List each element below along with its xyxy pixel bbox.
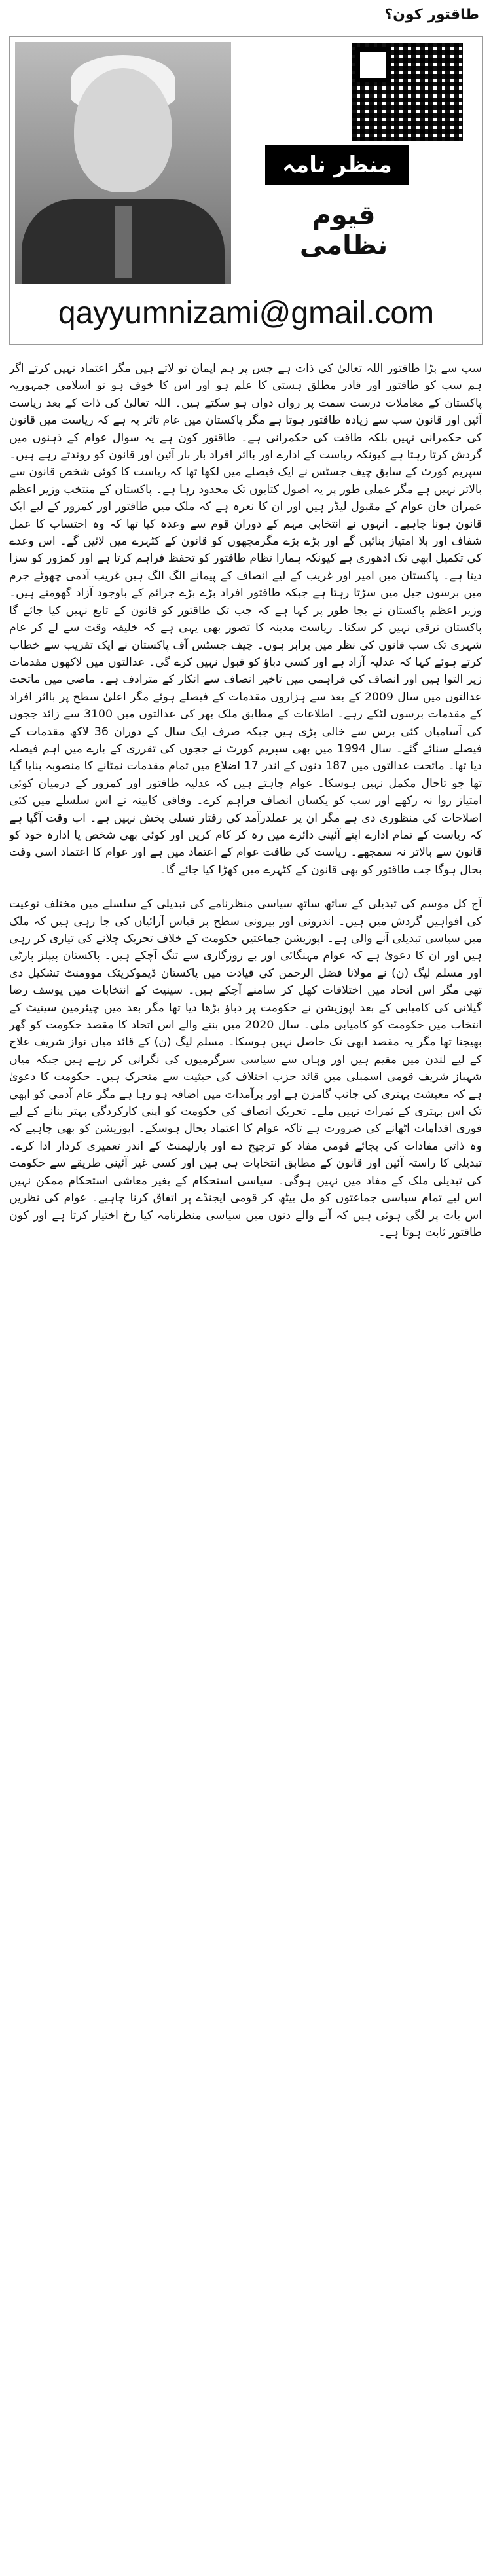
author-name: قیوم نظامی (299, 200, 388, 261)
author-email[interactable]: qayyumnizami@gmail.com (58, 296, 435, 331)
column-name-badge: منظر نامہ (265, 145, 409, 185)
author-photo (15, 42, 231, 284)
column-header (9, 36, 483, 345)
article-body (9, 360, 482, 1241)
article-headline: طاقتور کون؟ (384, 7, 479, 23)
article-paragraph: سب سے بڑا طاقتور اللہ تعالیٰ کی ذات ہے جس پر ہم ایمان تو لاتے ہیں مگر اعتماد نہیں کرتے اگر ہم سب کو طاقتور اور قادر مطلق ہستی کا علم ہو اور اس کا خوف ہو تو اسلامی جمہوریہ پاکستان کے معاملات درست سمت پر رواں دواں ہو سکتے ہیں۔ اللہ تعالیٰ کی ذات کے بعد ریاست آئین اور قانون سب سے زیادہ طاقتور ہوتا ہے مگر پاکستان میں عام تاثر یہ ہے کہ ریاست میں قانون کی حکمرانی نہیں بلکہ طاقت کی حکمرانی ہے۔ طاقتور کون ہے یہ سوال عوام کے ذہنوں میں گردش کرتا رہتا ہے کیونکہ ریاست کے ادارے اور بااثر افراد بار بار آئین اور قانون کو روندتے رہے ہیں۔ سپریم کورٹ کے سابق چیف جسٹس نے ایک فیصلے میں لکھا تھا کہ ریاست کا کوئی شخص قانون سے بالاتر نہیں ہے مگر عملی طور پر یہ اصول کتابوں تک محدود رہا ہے۔ پاکستان کے منتخب وزیر اعظم عمران خان عوام کے مقبول لیڈر ہیں اور ان کا نعرہ ہے کہ ملک میں طاقتور اور کمزور کے لیے ایک قانون ہونا چاہیے۔ انہوں نے انتخابی مہم کے دوران قوم سے وعدہ کیا تھا کہ وہ احتساب کا عمل شفاف اور بلا امتیاز بنائیں گے اور بڑے بڑے مگرمچھوں کو قانون کے کٹہرے میں لائیں گے۔ اس وعدے کی تکمیل ابھی تک ادھوری ہے کیونکہ ہمارا نظام طاقتور کو تحفظ فراہم کرتا ہے اور کمزور کو سزا دیتا ہے۔ پاکستان میں امیر اور غریب کے لیے انصاف کے پیمانے الگ الگ ہیں غریب آدمی چھوٹے جرم میں برسوں جیل میں سڑتا رہتا ہے جبکہ طاقتور افراد بڑے بڑے جرائم کے باوجود آزاد گھومتے ہیں۔ وزیر اعظم پاکستان نے بجا طور پر کہا ہے کہ جب تک طاقتور کو قانون کے تابع نہیں کیا جائے گا پاکستان ترقی نہیں کر سکتا۔ ریاست مدینہ کا تصور بھی یہی ہے کہ خلیفہ وقت سے لے کر عام شہری تک سب قانون کی نظر میں برابر ہوں۔ چیف جسٹس آف پاکستان نے ایک تقریب سے خطاب کرتے ہوئے کہا کہ عدلیہ آزاد ہے اور کسی دباؤ کو قبول نہیں کرے گی۔ عدالتوں میں لاکھوں مقدمات زیر التوا ہیں اور انصاف کی فراہمی میں تاخیر انصاف سے انکار کے مترادف ہے۔ ماضی میں ماتحت عدالتوں میں سال 2009 کے بعد سے ہزاروں مقدمات کے فیصلے ہوئے مگر اعلیٰ سطح پر بااثر افراد کے مقدمات برسوں لٹکے رہے۔ اطلاعات کے مطابق ملک بھر کی عدالتوں میں 3100 سے زائد ججوں کی آسامیاں کئی برس سے خالی پڑی ہیں جبکہ صرف ایک سال کے دوران 36 لاکھ مقدمات کے فیصلے سنائے گئے۔ سال 1994 میں بھی سپریم کورٹ نے ججوں کی تقرری کے بارے میں اہم فیصلہ دیا تھا۔ ماتحت عدالتوں میں 187 دنوں کے اندر 17 اضلاع میں تمام مقدمات نمٹانے کا منصوبہ بنایا گیا تھا جو تاحال مکمل نہیں ہوسکا۔ عوام چاہتے ہیں کہ عدلیہ طاقتور اور کمزور کے درمیان کوئی امتیاز روا نہ رکھے اور سب کو یکساں انصاف فراہم کرے۔ وفاقی کابینہ نے اس سلسلے میں کئی اصلاحات کی منظوری دی ہے مگر ان پر عملدرآمد کی رفتار تسلی بخش نہیں ہے۔ اب وقت آگیا ہے کہ ریاست کے تمام ادارے اپنے آئینی دائرے میں رہ کر کام کریں اور کوئی بھی شخص یا ادارہ خود کو قانون سے بالاتر نہ سمجھے۔ ریاست کی طاقت عوام کے اعتماد میں ہے اور عوام کا اعتماد اسی وقت بحال ہوگا جب طاقتور کو بھی قانون کے کٹہرے میں کھڑا کیا جائے گا۔ (9, 362, 482, 877)
qr-code-icon (352, 43, 463, 141)
article-paragraph: آج کل موسم کی تبدیلی کے ساتھ ساتھ سیاسی منظرنامے کی تبدیلی کے سلسلے میں مختلف نوعیت کی افواہیں گردش میں ہیں۔ اندرونی اور بیرونی سطح پر قیاس آرائیاں کی جا رہی ہیں کہ ملک میں سیاسی تبدیلی آنے والی ہے۔ اپوزیشن جماعتیں حکومت کے خلاف تحریک چلانے کی تیاری کر رہی ہیں اور ان کا دعویٰ ہے کہ عوام مہنگائی اور بے روزگاری سے تنگ آچکے ہیں۔ پاکستان پیپلز پارٹی اور مسلم لیگ (ن) نے مولانا فضل الرحمن کی قیادت میں پاکستان ڈیموکریٹک موومنٹ تشکیل دی تھی مگر اس اتحاد میں اختلافات کھل کر سامنے آچکے ہیں۔ سینیٹ کے انتخابات میں یوسف رضا گیلانی کی کامیابی کے بعد اپوزیشن نے حکومت پر دباؤ بڑھا دیا تھا مگر بعد میں چیئرمین سینیٹ کے انتخاب میں حکومت کو کامیابی ملی۔ سال 2020 میں بننے والے اس اتحاد کا مقصد حکومت کو گھر بھیجنا تھا مگر یہ مقصد ابھی تک حاصل نہیں ہوسکا۔ مسلم لیگ (ن) کے قائد میاں نواز شریف علاج کے لیے لندن میں مقیم ہیں اور وہاں سے سیاسی سرگرمیوں کی نگرانی کر رہے ہیں جبکہ میاں شہباز شریف قومی اسمبلی میں قائد حزب اختلاف کی حیثیت سے متحرک ہیں۔ حکومت کا دعویٰ ہے کہ معیشت بہتری کی جانب گامزن ہے اور برآمدات میں اضافہ ہو رہا ہے مگر عام آدمی کو ابھی تک اس بہتری کے ثمرات نہیں ملے۔ تحریک انصاف کی حکومت کو اپنی کارکردگی بہتر بنانے کے لیے فوری اقدامات اٹھانے کی ضرورت ہے تاکہ عوام کا اعتماد بحال ہوسکے۔ اپوزیشن کو بھی چاہیے کہ وہ ذاتی مفادات کی بجائے قومی مفاد کو ترجیح دے اور پارلیمنٹ کے اندر تعمیری کردار ادا کرے۔ تبدیلی کا راستہ آئین اور قانون کے مطابق انتخابات ہی ہیں اور کسی غیر آئینی طریقے سے حکومت کی تبدیلی ملک کے مفاد میں نہیں ہوگی۔ سیاسی استحکام کے بغیر معاشی استحکام ممکن نہیں اس لیے تمام سیاسی جماعتوں کو مل بیٹھ کر قومی ایجنڈے پر اتفاق کرنا چاہیے۔ عوام کی نظریں اس بات پر لگی ہوئی ہیں کہ آنے والے دنوں میں سیاسی منظرنامہ کیا رخ اختیار کرتا ہے اور کون طاقتور ثابت ہوتا ہے۔ (9, 898, 482, 1239)
